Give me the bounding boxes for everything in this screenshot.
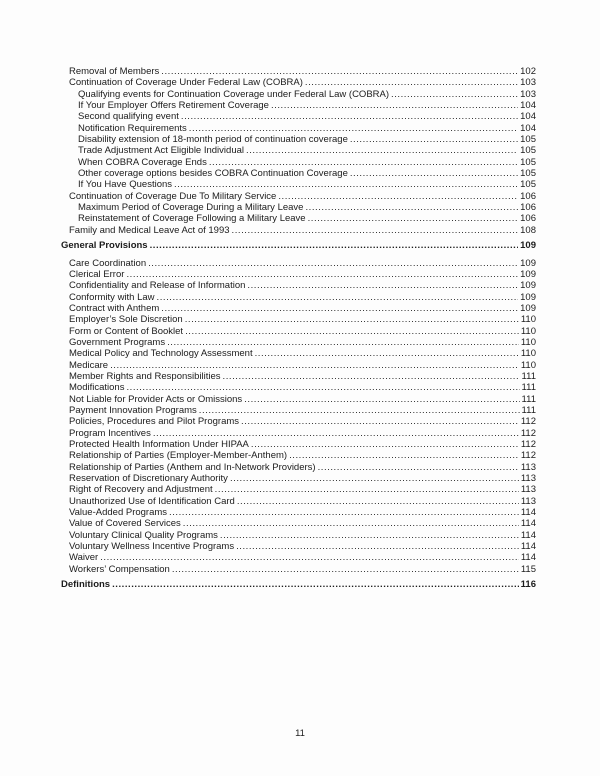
toc-dot-leader [183,314,519,325]
toc-entry-label: Trade Adjustment Act Eligible Individual [78,145,244,157]
toc-entry [61,564,536,575]
toc-entry-page: 105 [520,156,536,168]
toc-entry-page: 102 [520,66,536,77]
toc-entry [61,473,536,484]
toc-entry [61,416,536,427]
toc-dot-leader [197,405,520,416]
toc-entry-page: 105 [520,168,536,180]
toc-dot-leader [230,225,519,236]
toc-dot-leader [170,564,519,575]
toc-entry-page: 103 [520,88,536,100]
toc-dot-leader [124,269,518,280]
toc-entry-label: Care Coordination [69,257,147,269]
toc-entry [61,552,536,563]
toc-entry-label: Policies, Procedures and Pilot Programs [69,416,240,428]
toc-entry-label: Voluntary Clinical Quality Programs [69,529,218,541]
toc-entry [61,382,536,393]
toc-entry-page: 113 [520,484,536,496]
toc-entry [61,530,536,541]
toc-entry [61,439,536,450]
toc-entry [61,394,536,405]
toc-entry-page: 105 [520,134,536,146]
toc-entry-page: 111 [521,393,536,405]
toc-entry [61,258,536,269]
toc-entry-page: 114 [520,541,536,553]
toc-entry-label: Workers’ Compensation [69,563,170,575]
toc-entry-page: 110 [520,348,536,360]
table-of-contents [61,66,536,590]
toc-dot-leader [218,530,519,541]
toc-entry-page: 114 [520,518,536,530]
toc-dot-leader [234,541,519,552]
toc-entry-label: Continuation of Coverage Under Federal Law (COBRA) [69,77,303,89]
toc-entry-label: Disability extension of 18-month period of continuation coverage [78,134,348,146]
toc-entry-page: 114 [520,552,536,564]
toc-dot-leader [249,439,519,450]
toc-dot-leader [167,507,519,518]
toc-entry-page: 111 [521,370,536,382]
toc-entry-label: Medical Policy and Technology Assessment [69,348,253,360]
toc-dot-leader [98,552,519,563]
toc-entry [61,225,536,236]
toc-dot-leader [213,484,519,495]
toc-entry-label: Protected Health Information Under HIPAA [69,439,249,450]
toc-entry [61,292,536,303]
toc-dot-leader [172,179,518,190]
toc-entry [61,168,536,179]
toc-entry-page: 110 [520,314,536,326]
toc-entry [61,314,536,325]
toc-entry-page: 104 [520,122,536,134]
toc-dot-leader [155,292,519,303]
toc-dot-leader [183,326,519,337]
toc-entry [61,280,536,291]
toc-entry-label: Right of Recovery and Adjustment [69,484,213,496]
toc-entry-page: 106 [520,190,536,202]
toc-dot-leader [244,145,518,156]
toc-entry-label: If You Have Questions [78,179,173,191]
toc-entry-label: Value of Covered Services [69,518,181,530]
toc-dot-leader [179,111,518,122]
toc-dot-leader [124,382,519,393]
footer-page-number: 11 [295,728,305,739]
toc-entry [61,66,536,77]
toc-entry-page: 115 [520,563,536,575]
toc-entry-label: If Your Employer Offers Retirement Coverage [78,100,269,112]
toc-entry-page: 105 [520,179,536,191]
toc-dot-leader [165,337,519,348]
toc-dot-leader [159,66,518,77]
toc-entry-label: Relationship of Parties (Employer-Member-Anthem) [69,450,288,462]
toc-entry [61,111,536,122]
toc-entry-page: 112 [520,439,536,450]
toc-entry-label: Form or Content of Booklet [69,325,184,337]
toc-entry [61,303,536,314]
toc-entry [61,77,536,88]
toc-entry [61,123,536,134]
toc-entry [61,405,536,416]
toc-dot-leader [348,168,518,179]
toc-dot-leader [306,213,519,224]
toc-entry-page: 110 [520,325,536,337]
toc-entry-page: 109 [520,240,536,252]
toc-entry [61,348,536,359]
toc-entry-page: 113 [520,473,536,485]
toc-entry-page: 109 [520,302,536,314]
toc-dot-leader [228,473,519,484]
toc-dot-leader [146,258,518,269]
toc-dot-leader [110,579,519,590]
toc-entry-label: Continuation of Coverage Due To Military Service [69,190,277,202]
toc-dot-leader [151,428,519,439]
toc-entry-label: Reservation of Discretionary Authority [69,473,228,485]
toc-dot-leader [389,89,518,100]
toc-entry-label: Qualifying events for Continuation Coverage under Federal Law (COBRA) [78,88,390,100]
toc-entry-label: Relationship of Parties (Anthem and In-Network Providers) [69,461,316,473]
toc-entry [61,191,536,202]
toc-entry-label: When COBRA Coverage Ends [78,156,207,168]
toc-dot-leader [108,360,519,371]
toc-entry-page: 112 [520,416,536,428]
toc-entry-label: Unauthorized Use of Identification Card [69,495,235,507]
toc-entry-page: 113 [520,461,536,473]
toc-entry [61,428,536,439]
toc-entry-page: 108 [520,224,536,236]
toc-entry-page: 106 [520,202,536,214]
toc-entry-page: 104 [520,100,536,112]
toc-entry [61,89,536,100]
toc-entry-page: 106 [520,213,536,225]
toc-dot-leader [235,496,519,507]
toc-entry [61,450,536,461]
toc-entry-page: 113 [520,495,536,507]
toc-entry [61,202,536,213]
toc-entry-page: 111 [521,382,536,394]
toc-dot-leader [187,123,518,134]
toc-entry-label: Value-Added Programs [69,507,168,519]
toc-dot-leader [303,202,518,213]
toc-entry-page: 111 [521,404,536,416]
toc-entry-label: Notification Requirements [78,122,187,134]
toc-dot-leader [239,416,519,427]
toc-entry-page: 110 [520,359,536,371]
toc-entry-label: Clerical Error [69,268,125,280]
toc-entry-page: 109 [520,268,536,280]
toc-entry [61,484,536,495]
toc-entry-label: Reinstatement of Coverage Following a Military Leave [78,213,306,225]
toc-dot-leader [207,157,518,168]
toc-entry-page: 109 [520,280,536,292]
toc-dot-leader [303,77,518,88]
toc-entry-page: 109 [520,291,536,303]
toc-entry-page: 104 [520,111,536,123]
toc-entry-label: Program Incentives [69,427,151,439]
toc-entry-label: Payment Innovation Programs [69,404,197,416]
toc-dot-leader [276,191,518,202]
toc-entry [61,462,536,473]
toc-entry-label: Contract with Anthem [69,302,160,314]
toc-entry-label: Family and Medical Leave Act of 1993 [69,224,230,236]
toc-entry-page: 116 [520,579,536,591]
toc-entry [61,541,536,552]
toc-entry [61,179,536,190]
toc-entry-label: Government Programs [69,336,166,348]
toc-entry-label: Employer’s Sole Discretion [69,314,183,326]
toc-entry-label: Voluntary Wellness Incentive Programs [69,541,235,553]
toc-dot-leader [221,371,520,382]
toc-entry-label: Maximum Period of Coverage During a Military Leave [78,202,304,214]
page-footer [0,728,600,739]
toc-dot-leader [287,450,519,461]
toc-entry-page: 109 [520,257,536,269]
toc-entry-label: Medicare [69,359,109,371]
toc-dot-leader [181,518,519,529]
toc-entry-label: Second qualifying event [78,111,179,123]
toc-entry-page: 103 [520,77,536,89]
toc-entry [61,371,536,382]
toc-entry-label: Modifications [69,382,125,394]
toc-entry-page: 114 [520,529,536,541]
toc-dot-leader [159,303,518,314]
toc-entry-page: 110 [520,336,536,348]
toc-entry-label: Removal of Members [69,66,160,77]
toc-entry [61,326,536,337]
toc-entry [61,134,536,145]
toc-entry [61,145,536,156]
toc-entry-page: 105 [520,145,536,157]
toc-dot-leader [316,462,519,473]
toc-entry-label: Member Rights and Responsibilities [69,370,221,382]
toc-dot-leader [348,134,518,145]
toc-entry [61,157,536,168]
toc-entry-label: Confidentiality and Release of Information [69,280,246,292]
toc-dot-leader [253,348,519,359]
toc-entry-label: Other coverage options besides COBRA Continuation Coverage [78,168,348,180]
toc-entry-label: Not Liable for Provider Acts or Omissions [69,393,243,405]
toc-entry [61,507,536,518]
toc-entry [61,496,536,507]
toc-entry [61,518,536,529]
toc-entry [61,213,536,224]
toc-entry-label: Waiver [69,552,99,564]
toc-dot-leader [269,100,518,111]
toc-dot-leader [245,280,518,291]
toc-entry [61,360,536,371]
toc-entry [61,579,536,590]
toc-entry-page: 112 [520,450,536,462]
toc-entry-page: 112 [520,427,536,439]
toc-entry [61,337,536,348]
toc-entry-label: General Provisions [61,240,148,252]
toc-entry-page: 114 [520,507,536,519]
toc-entry-label: Definitions [61,579,111,591]
toc-entry-label: Conformity with Law [69,291,155,303]
toc-entry [61,269,536,280]
toc-entry [61,100,536,111]
toc-dot-leader [242,394,519,405]
toc-dot-leader [148,240,519,251]
toc-entry [61,240,536,251]
